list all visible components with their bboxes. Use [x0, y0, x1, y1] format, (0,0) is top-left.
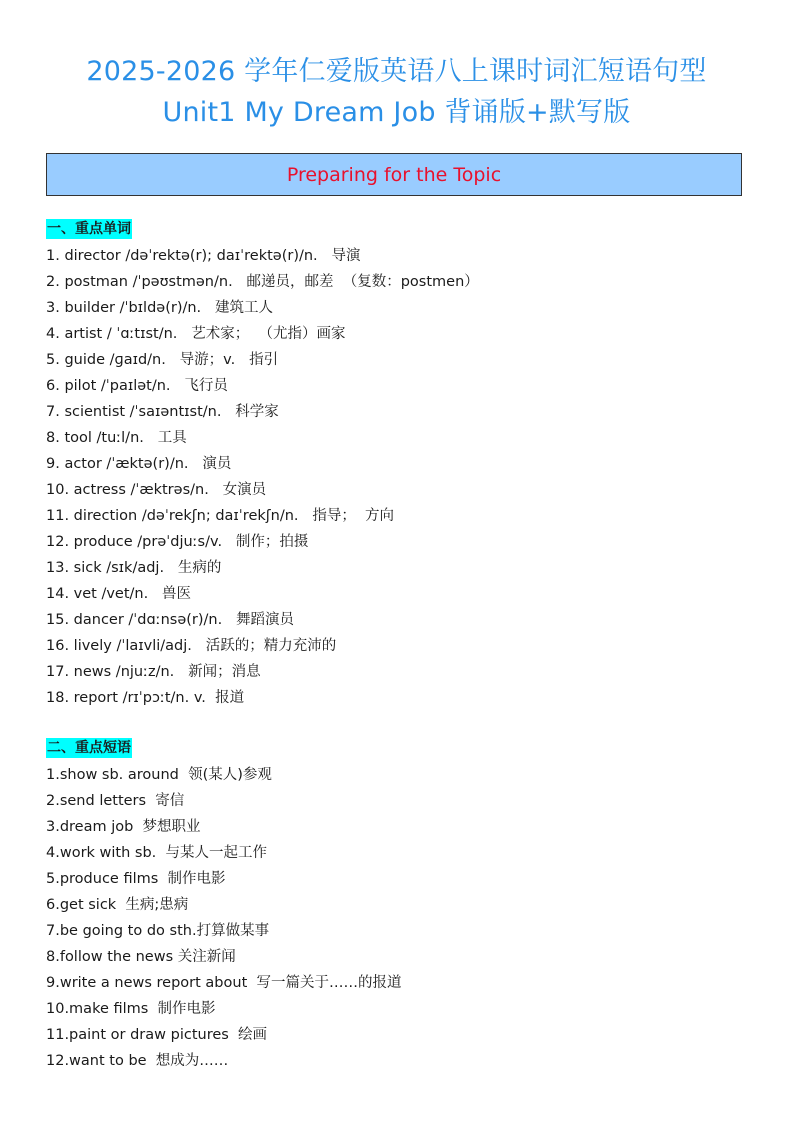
topic-banner — [46, 153, 742, 196]
vocabulary-item: 8. tool /tuːl/n. 工具 — [46, 430, 187, 446]
vocabulary-item: 18. report /rɪˈpɔːt/n. v. 报道 — [46, 690, 245, 706]
vocabulary-item: 17. news /njuːz/n. 新闻；消息 — [46, 664, 261, 680]
vocabulary-item: 7. scientist /ˈsaɪəntɪst/n. 科学家 — [46, 404, 279, 420]
vocabulary-item: 1. director /dəˈrektə(r); daɪˈrektə(r)/n. 导演 — [46, 248, 361, 264]
phrase-item: 3.dream job 梦想职业 — [46, 819, 201, 835]
phrase-item: 12.want to be 想成为…… — [46, 1053, 229, 1069]
vocabulary-item: 10. actress /ˈæktrəs/n. 女演员 — [46, 482, 267, 498]
phrase-item: 10.make films 制作电影 — [46, 1001, 216, 1017]
vocabulary-item: 16. lively /ˈlaɪvli/adj. 活跃的；精力充沛的 — [46, 638, 337, 654]
topic-banner-text: Preparing for the Topic — [286, 163, 502, 186]
document-title-line2: Unit1 My Dream Job 背诵版+默写版 — [162, 97, 631, 128]
phrase-item: 4.work with sb. 与某人一起工作 — [46, 845, 267, 861]
vocabulary-heading: 一、重点单词 — [47, 221, 131, 237]
phrase-item: 9.write a news report about 写一篇关于……的报道 — [46, 975, 402, 991]
phrase-item: 8.follow the news 关注新闻 — [46, 949, 236, 965]
phrase-item: 2.send letters 寄信 — [46, 793, 185, 809]
vocabulary-item: 5. guide /ɡaɪd/n. 导游；v. 指引 — [46, 352, 279, 368]
vocabulary-item: 9. actor /ˈæktə(r)/n. 演员 — [46, 456, 232, 472]
vocabulary-item: 13. sick /sɪk/adj. 生病的 — [46, 560, 222, 576]
vocabulary-item: 15. dancer /ˈdɑːnsə(r)/n. 舞蹈演员 — [46, 612, 295, 628]
vocabulary-item: 4. artist / ˈɑːtɪst/n. 艺术家； （尤指）画家 — [46, 326, 346, 342]
phrase-item: 6.get sick 生病;患病 — [46, 897, 189, 913]
vocabulary-list — [46, 243, 479, 711]
phrases-list — [46, 762, 401, 1074]
vocabulary-item: 14. vet /vet/n. 兽医 — [46, 586, 192, 602]
phrase-item: 5.produce films 制作电影 — [46, 871, 226, 887]
document-title-line1: 2025-2026 学年仁爱版英语八上课时词汇短语句型 — [86, 56, 707, 87]
vocabulary-item: 3. builder /ˈbɪldə(r)/n. 建筑工人 — [46, 300, 273, 316]
phrases-heading: 二、重点短语 — [47, 740, 131, 756]
vocabulary-item: 12. produce /prəˈdjuːs/v. 制作；拍摄 — [46, 534, 309, 550]
vocabulary-item: 6. pilot /ˈpaɪlət/n. 飞行员 — [46, 378, 228, 394]
vocabulary-item: 2. postman /ˈpəʊstmən/n. 邮递员，邮差 （复数：postmen） — [46, 274, 479, 290]
vocabulary-item: 11. direction /dəˈrekʃn; daɪˈrekʃn/n. 指导； 方向 — [46, 508, 395, 524]
phrase-item: 1.show sb. around 领(某人)参观 — [46, 767, 272, 783]
phrase-item: 11.paint or draw pictures 绘画 — [46, 1027, 268, 1043]
phrase-item: 7.be going to do sth.打算做某事 — [46, 923, 270, 939]
